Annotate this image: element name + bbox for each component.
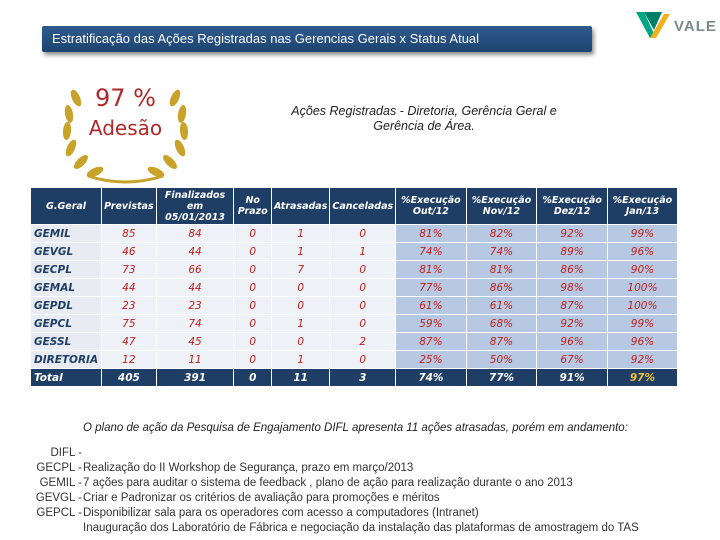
table-row — [31, 351, 678, 369]
table-cell: 1 — [271, 225, 329, 243]
table-cell: 82% — [466, 225, 537, 243]
item-text: Disponibilizar sala para os operadores com acesso a computadores (Intranet) — [83, 507, 479, 519]
row-label-cell: GEPDL — [31, 297, 102, 315]
table-cell: 99% — [607, 315, 677, 333]
table-cell: 11 — [271, 369, 329, 387]
table-cell: 90% — [607, 261, 677, 279]
item-code — [30, 521, 82, 536]
table-cell: 87% — [537, 297, 608, 315]
actions-table — [30, 187, 678, 387]
table-cell: 96% — [537, 333, 608, 351]
row-label-cell: DIRETORIA — [31, 351, 102, 369]
table-cell: 0 — [271, 297, 329, 315]
table-row — [31, 315, 678, 333]
table-cell: 74% — [466, 243, 537, 261]
column-header: Previstas — [102, 188, 157, 225]
column-header: Canceladas — [330, 188, 396, 225]
section-subtitle: Ações Registradas - Diretoria, Gerência Geral e Gerência de Área. — [291, 104, 557, 133]
table-cell: 61% — [466, 297, 537, 315]
adhesion-percent: 97 % — [95, 84, 156, 112]
list-item — [30, 506, 710, 521]
table-cell: 46 — [102, 243, 157, 261]
table-cell: 87% — [466, 333, 537, 351]
item-text: Criar e Padronizar os critérios de avaliação para promoções e méritos — [83, 492, 440, 504]
table-row — [31, 333, 678, 351]
table-cell: 0 — [234, 225, 272, 243]
table-cell: 68% — [466, 315, 537, 333]
list-item — [30, 446, 710, 461]
table-cell: 81% — [396, 261, 466, 279]
table-row — [31, 279, 678, 297]
table-cell: 0 — [330, 261, 396, 279]
vale-logo-icon — [634, 8, 674, 44]
list-item — [30, 461, 710, 476]
table-cell: 0 — [234, 351, 272, 369]
row-label-cell: GESSL — [31, 333, 102, 351]
table-cell: 0 — [271, 279, 329, 297]
column-header: Atrasadas — [271, 188, 329, 225]
table-cell: 0 — [330, 315, 396, 333]
table-cell: 66 — [156, 261, 234, 279]
vale-logo — [634, 8, 720, 44]
table-cell: 100% — [607, 279, 677, 297]
table-row — [31, 297, 678, 315]
column-header: No Prazo — [234, 188, 272, 225]
table-cell: 92% — [537, 225, 608, 243]
table-cell: 89% — [537, 243, 608, 261]
adhesion-label: Adesão — [88, 116, 163, 140]
item-code: GECPL - — [36, 462, 82, 474]
table-cell: 86% — [537, 261, 608, 279]
table-cell: 61% — [396, 297, 466, 315]
table-cell: 1 — [271, 243, 329, 261]
item-code: GEMIL - — [39, 477, 82, 489]
table-cell: 77% — [396, 279, 466, 297]
row-label-cell: GECPL — [31, 261, 102, 279]
action-plan-note: O plano de ação da Pesquisa de Engajamento DIFL apresenta 11 ações atrasadas, porém em andamento: — [83, 422, 628, 434]
table-cell: 92% — [607, 351, 677, 369]
table-cell: 0 — [234, 369, 272, 387]
table-cell: 96% — [607, 243, 677, 261]
column-header: Finalizados em 05/01/2013 — [156, 188, 234, 225]
table-cell: 87% — [396, 333, 466, 351]
table-cell: 25% — [396, 351, 466, 369]
row-label-cell: GEMIL — [31, 225, 102, 243]
table-cell: 59% — [396, 315, 466, 333]
table-cell: 73 — [102, 261, 157, 279]
table-cell: 11 — [156, 351, 234, 369]
column-header: %Execução Out/12 — [396, 188, 466, 225]
table-cell: 77% — [466, 369, 537, 387]
item-text: 7 ações para auditar o sistema de feedback , plano de ação para realização durante o ano 2013 — [83, 477, 573, 489]
table-cell: 67% — [537, 351, 608, 369]
item-code: DIFL - — [50, 447, 82, 459]
row-label-cell: GEVGL — [31, 243, 102, 261]
table-cell: 74 — [156, 315, 234, 333]
table-cell: 0 — [234, 315, 272, 333]
column-header: %Execução Jan/13 — [607, 188, 677, 225]
table-cell: 91% — [537, 369, 608, 387]
table-cell: 84 — [156, 225, 234, 243]
table-row — [31, 261, 678, 279]
table-cell: 74% — [396, 243, 466, 261]
table-cell: 86% — [466, 279, 537, 297]
list-item — [30, 476, 710, 491]
table-cell: 1 — [271, 351, 329, 369]
table-cell: 45 — [156, 333, 234, 351]
table-cell: 97% — [607, 369, 677, 387]
table-cell: 405 — [102, 369, 157, 387]
table-cell: 0 — [234, 279, 272, 297]
table-cell: 23 — [102, 297, 157, 315]
table-cell: 92% — [537, 315, 608, 333]
table-row — [31, 225, 678, 243]
table-cell: 81% — [396, 225, 466, 243]
table-cell: 74% — [396, 369, 466, 387]
table-total-row — [31, 369, 678, 387]
table-cell: 99% — [607, 225, 677, 243]
table-cell: 0 — [330, 297, 396, 315]
row-label-cell: Total — [31, 369, 102, 387]
item-code: GEPCL - — [36, 507, 82, 519]
item-text: Inauguração dos Laboratório de Fábrica e negociação da instalação das plataformas de amostragem do TAS — [83, 522, 639, 534]
table-cell: 44 — [156, 279, 234, 297]
item-text: Realização do II Workshop de Segurança, prazo em março/2013 — [83, 462, 414, 474]
table-cell: 0 — [330, 351, 396, 369]
table-cell: 81% — [466, 261, 537, 279]
table-cell: 44 — [102, 279, 157, 297]
list-item — [30, 491, 710, 506]
table-cell: 96% — [607, 333, 677, 351]
table-cell: 0 — [234, 243, 272, 261]
table-cell: 98% — [537, 279, 608, 297]
table-cell: 1 — [271, 315, 329, 333]
list-item — [30, 521, 710, 536]
column-header: G.Geral — [31, 188, 102, 225]
column-header: %Execução Dez/12 — [537, 188, 608, 225]
row-label-cell: GEPCL — [31, 315, 102, 333]
table-cell: 0 — [234, 261, 272, 279]
table-cell: 50% — [466, 351, 537, 369]
table-cell: 44 — [156, 243, 234, 261]
table-cell: 0 — [330, 225, 396, 243]
table-cell: 0 — [234, 333, 272, 351]
column-header: %Execução Nov/12 — [466, 188, 537, 225]
table-cell: 2 — [330, 333, 396, 351]
row-label-cell: GEMAL — [31, 279, 102, 297]
item-text — [82, 446, 83, 461]
table-cell: 75 — [102, 315, 157, 333]
table-cell: 7 — [271, 261, 329, 279]
table-cell: 391 — [156, 369, 234, 387]
table-header-row — [31, 188, 678, 225]
table-cell: 100% — [607, 297, 677, 315]
table-cell: 23 — [156, 297, 234, 315]
table-cell: 0 — [271, 333, 329, 351]
table-cell: 85 — [102, 225, 157, 243]
table-cell: 0 — [330, 279, 396, 297]
table-cell: 1 — [330, 243, 396, 261]
pending-actions-list — [30, 446, 710, 536]
table-cell: 3 — [330, 369, 396, 387]
table-cell: 0 — [234, 297, 272, 315]
table-row — [31, 243, 678, 261]
slide-title: Estratificação das Ações Registradas nas Gerencias Gerais x Status Atual — [42, 26, 592, 52]
item-code: GEVGL - — [35, 492, 82, 504]
table-cell: 12 — [102, 351, 157, 369]
logo-text: VALE — [674, 18, 717, 35]
table-cell: 47 — [102, 333, 157, 351]
